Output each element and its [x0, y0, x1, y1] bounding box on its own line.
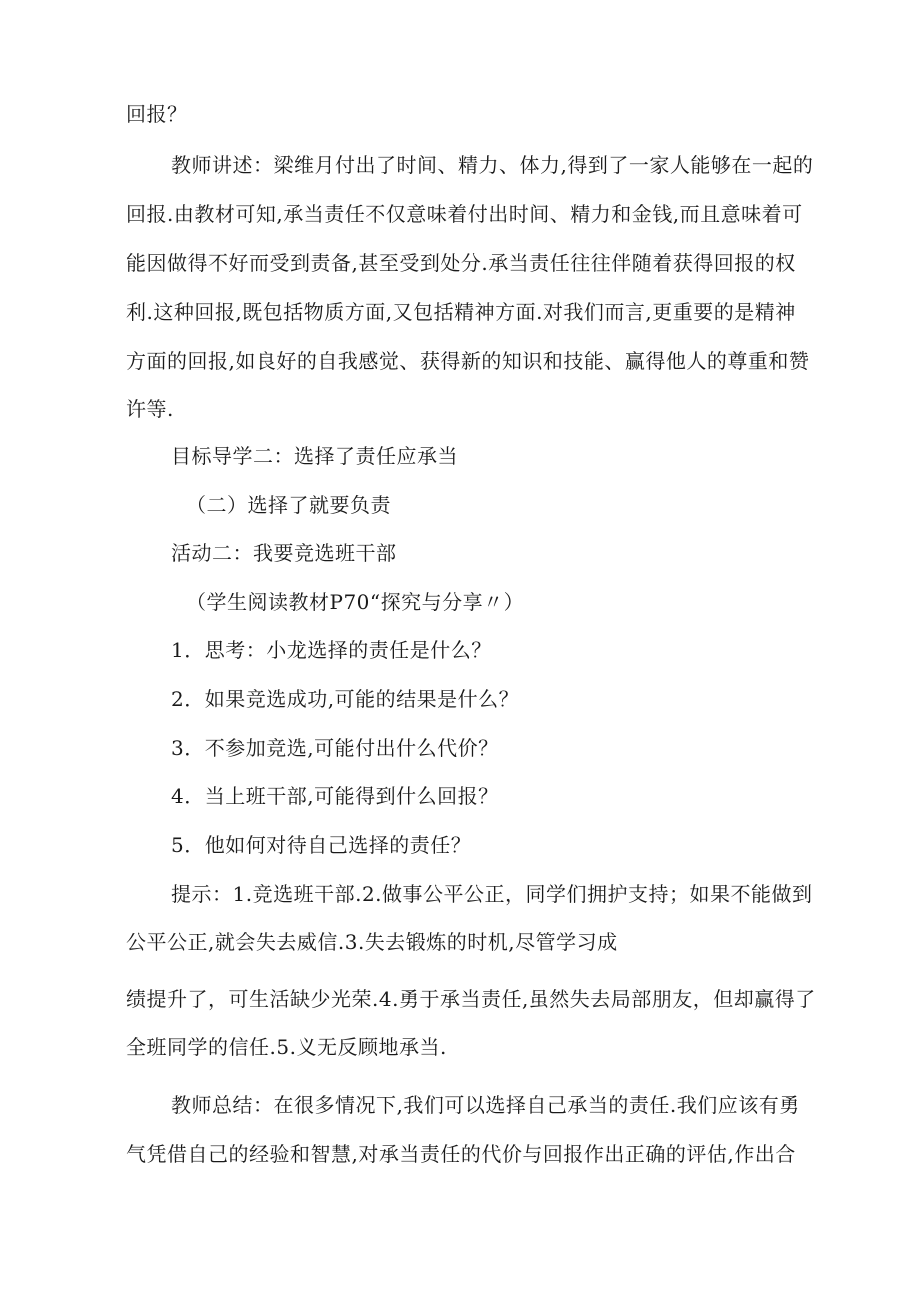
question-item: 5．他如何对待自己选择的责任？	[171, 833, 472, 857]
question-item: 4．当上班干部,可能得到什么回报？	[171, 784, 499, 808]
sub-heading: （二）选择了就要负责	[186, 493, 391, 517]
text-line: 教师讲述：梁维月付出了时间、精力、体力,得到了一家人能够在一起的	[171, 153, 814, 177]
text-line: 绩提升了，可生活缺少光荣.4.勇于承当责任,虽然失去局部朋友，但却赢得了	[126, 987, 816, 1011]
text-line: 许等.	[126, 397, 174, 421]
question-item: 2．如果竞选成功,可能的结果是什么？	[171, 687, 520, 711]
text-line: 全班同学的信任.5.义无反顾地承当.	[126, 1035, 447, 1059]
text-line: 能因做得不好而受到责备,甚至受到处分.承当责任往往伴随着获得回报的权	[126, 251, 796, 275]
text-line: 方面的回报,如良好的自我感觉、获得新的知识和技能、赢得他人的尊重和赞	[126, 349, 810, 373]
text-line: 公平公正,就会失去威信.3.失去锻炼的时机,尽管学习成	[126, 930, 618, 954]
section-heading: 目标导学二：选择了责任应承当	[171, 444, 458, 468]
text-line: 提示：1.竞选班干部.2.做事公平公正，同学们拥护支持；如果不能做到	[171, 882, 813, 906]
text-line: 利.这种回报,既包括物质方面,又包括精神方面.对我们而言,更重要的是精神	[126, 300, 796, 324]
text-line: 气凭借自己的经验和智慧,对承当责任的代价与回报作出正确的评估,作出合	[126, 1142, 796, 1166]
activity-heading: 活动二：我要竞选班干部	[171, 541, 397, 565]
question-item: 1．思考：小龙选择的责任是什么？	[171, 638, 492, 662]
text-line: 教师总结：在很多情况下,我们可以选择自己承当的责任.我们应该有勇	[171, 1093, 800, 1117]
question-item: 3．不参加竞选,可能付出什么代价？	[171, 736, 499, 760]
text-line: 回报.由教材可知,承当责任不仅意味着付出时间、精力和金钱,而且意味着可	[126, 202, 803, 226]
text-line: 回报？	[126, 102, 188, 126]
text-line: （学生阅读教材P70“探究与分享〃）	[186, 590, 525, 614]
